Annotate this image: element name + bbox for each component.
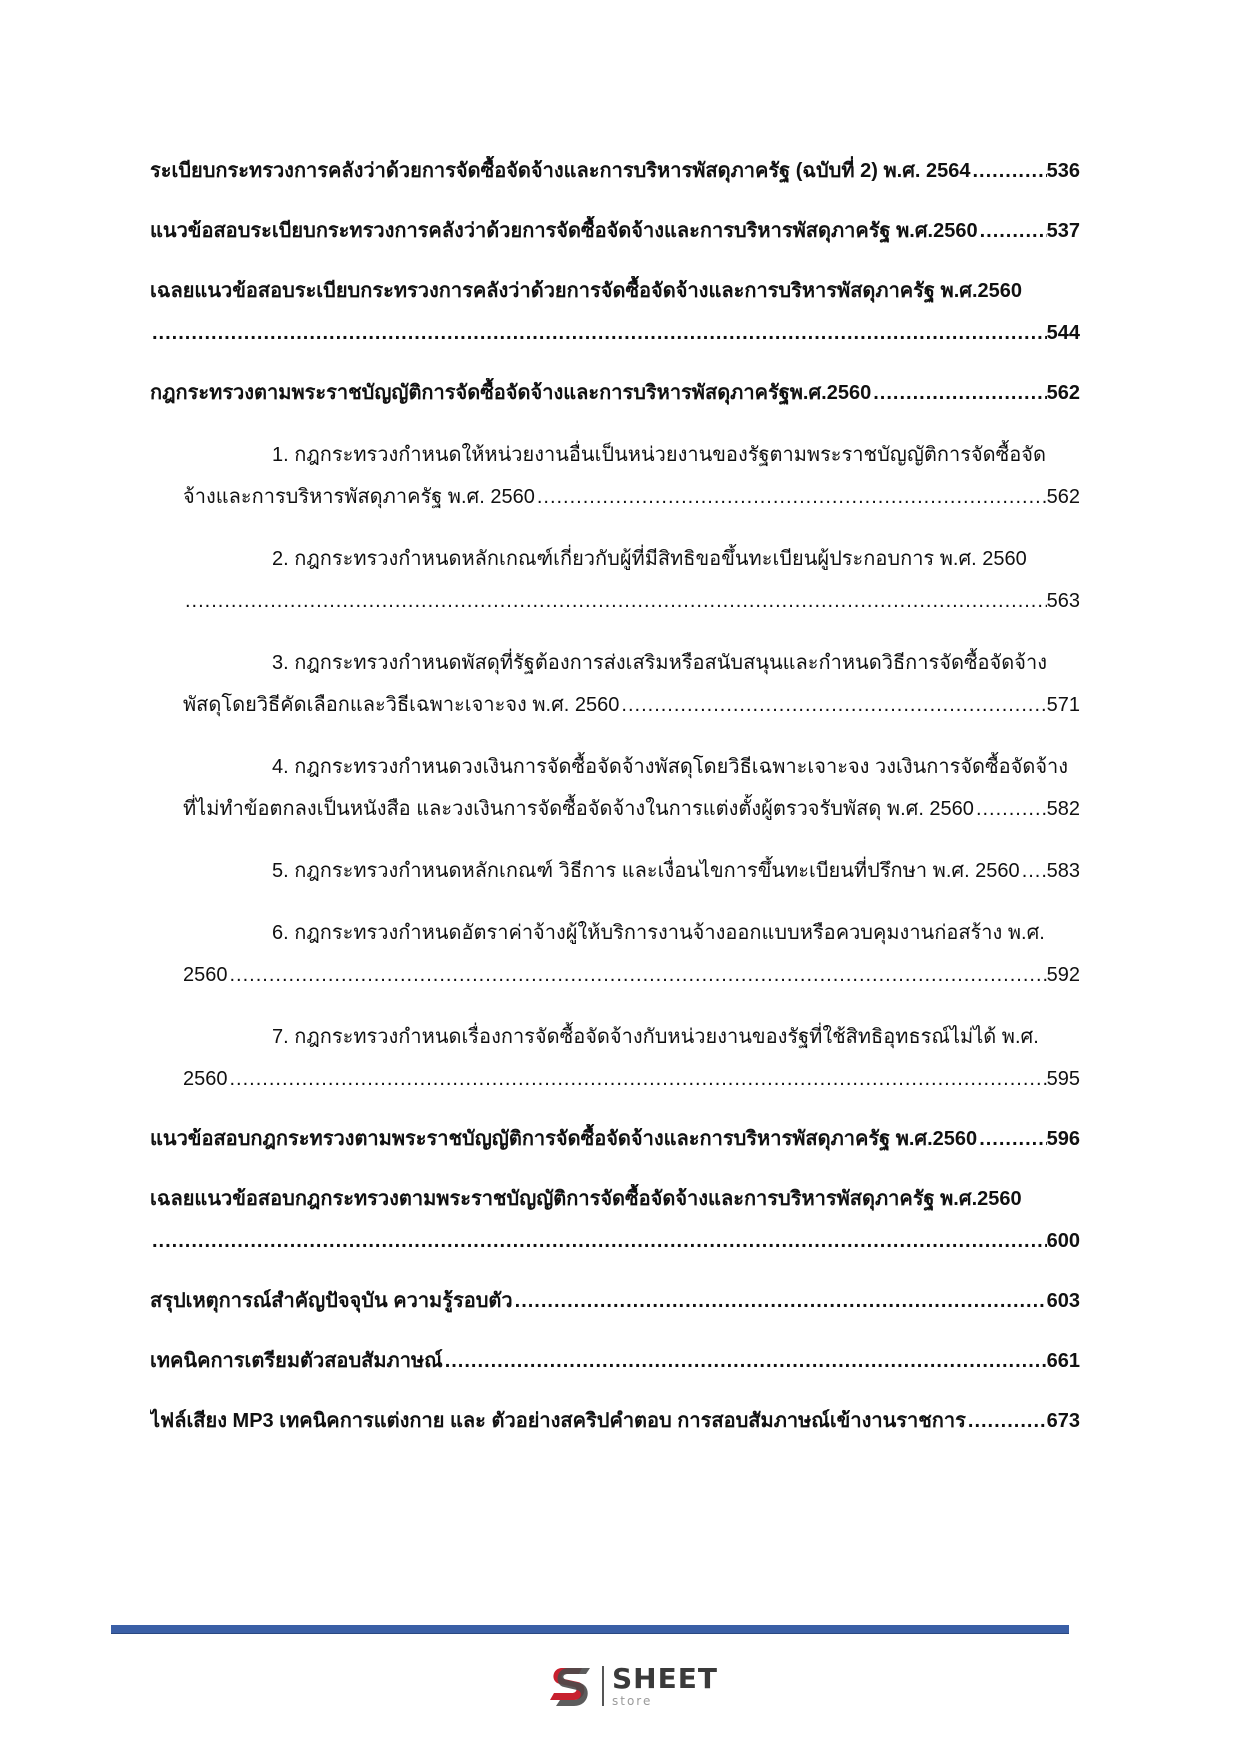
toc-entry[interactable] xyxy=(150,156,1080,186)
toc-entry-title: 1. กฎกระทรวงกำหนดให้หน่วยงานอื่นเป็นหน่วยงานของรัฐตามพระราชบัญญัติการจัดซื้อจัด xyxy=(272,444,1046,466)
toc-page-number: 563 xyxy=(1046,590,1080,612)
toc-subentry-first-line[interactable] xyxy=(272,918,1080,948)
leader-dots xyxy=(971,156,1047,186)
toc-subentry-continuation[interactable] xyxy=(183,960,1080,990)
toc-subentry-first-line[interactable] xyxy=(272,1022,1080,1052)
toc-entry[interactable] xyxy=(150,1346,1080,1376)
toc-page-number: 673 xyxy=(1046,1410,1080,1432)
toc-entry[interactable] xyxy=(150,1286,1080,1316)
leader-dots xyxy=(513,1286,1047,1316)
sheet-logo-icon xyxy=(544,1660,596,1712)
leader-dots xyxy=(183,586,1047,616)
toc-entry-title: เฉลยแนวข้อสอบกฎกระทรวงตามพระราชบัญญัติการจัดซื้อจัดจ้างและการบริหารพัสดุภาครัฐ พ.ศ.2560 xyxy=(150,1188,1022,1210)
leader-dots xyxy=(978,216,1047,246)
toc-entry-title: เทคนิคการเตรียมตัวสอบสัมภาษณ์ xyxy=(150,1350,443,1372)
toc-page-number: 537 xyxy=(1046,220,1080,242)
toc-entry-title-continued: 2560 xyxy=(183,1068,228,1090)
toc-subentry-continuation[interactable] xyxy=(183,482,1080,512)
toc-page-number: 600 xyxy=(1046,1230,1080,1252)
toc-entry[interactable] xyxy=(150,1124,1080,1154)
toc-page-number: 661 xyxy=(1046,1350,1080,1372)
logo-text: SHEET xyxy=(612,1662,718,1695)
toc-page-number: 595 xyxy=(1046,1068,1080,1090)
toc-entry-title: 6. กฎกระทรวงกำหนดอัตราค่าจ้างผู้ให้บริการงานจ้างออกแบบหรือควบคุมงานก่อสร้าง พ.ศ. xyxy=(272,922,1045,944)
logo-separator xyxy=(602,1666,604,1706)
toc-entry-title: 7. กฎกระทรวงกำหนดเรื่องการจัดซื้อจัดจ้างกับหน่วยงานของรัฐที่ใช้สิทธิอุทธรณ์ไม่ได้ พ.ศ. xyxy=(272,1026,1039,1048)
toc-entry-title: สรุปเหตุการณ์สำคัญปัจจุบัน ความรู้รอบตัว xyxy=(150,1290,513,1312)
toc-page-number: 562 xyxy=(1046,382,1080,404)
toc-page-number: 536 xyxy=(1046,160,1080,182)
leader-dots xyxy=(974,794,1047,824)
toc-subentry-first-line[interactable] xyxy=(272,440,1080,470)
leader-dots xyxy=(535,482,1047,512)
toc-entry-title: 4. กฎกระทรวงกำหนดวงเงินการจัดซื้อจัดจ้างพัสดุโดยวิธีเฉพาะเจาะจง วงเงินการจัดซื้อจัดจ้าง xyxy=(272,756,1069,778)
toc-entry[interactable] xyxy=(150,1406,1080,1436)
toc-page-number: 596 xyxy=(1046,1128,1080,1150)
leader-dots xyxy=(1020,856,1047,886)
leader-dots xyxy=(619,690,1046,720)
toc-entry-title: เฉลยแนวข้อสอบระเบียบกระทรวงการคลังว่าด้วยการจัดซื้อจัดจ้างและการบริหารพัสดุภาครัฐ พ.ศ.2560 xyxy=(150,280,1023,302)
toc-entry-title-continued: พัสดุโดยวิธีคัดเลือกและวิธีเฉพาะเจาะจง พ.ศ. 2560 xyxy=(183,694,620,716)
toc-entry-title-continued: ที่ไม่ทำข้อตกลงเป็นหนังสือ และวงเงินการจัดซื้อจัดจ้างในการแต่งตั้งผู้ตรวจรับพัสดุ พ.ศ. 2560 xyxy=(183,798,974,820)
toc-page-number: 562 xyxy=(1046,486,1080,508)
toc-page-number: 592 xyxy=(1046,964,1080,986)
toc-entry-title: 3. กฎกระทรวงกำหนดพัสดุที่รัฐต้องการส่งเสริมหรือสนับสนุนและกำหนดวิธีการจัดซื้อจัดจ้าง xyxy=(272,652,1047,674)
toc-entry-title: แนวข้อสอบระเบียบกระทรวงการคลังว่าด้วยการจัดซื้อจัดจ้างและการบริหารพัสดุภาครัฐ พ.ศ.2560 xyxy=(150,220,978,242)
toc-page-number: 582 xyxy=(1046,798,1080,820)
toc-entry-title: 5. กฎกระทรวงกำหนดหลักเกณฑ์ วิธีการ และเงื่อนไขการขึ้นทะเบียนที่ปรึกษา พ.ศ. 2560 xyxy=(272,860,1020,882)
toc-entry-title: ไฟล์เสียง MP3 เทคนิคการแต่งกาย และ ตัวอย่างสคริปคำตอบ การสอบสัมภาษณ์เข้างานราชการ xyxy=(150,1410,966,1432)
toc-subentry[interactable] xyxy=(272,856,1080,886)
leader-dots xyxy=(228,960,1047,990)
toc-entry-title: กฎกระทรวงตามพระราชบัญญัติการจัดซื้อจัดจ้างและการบริหารพัสดุภาครัฐพ.ศ.2560 xyxy=(150,382,872,404)
toc-subentry-continuation[interactable] xyxy=(183,690,1080,720)
toc-subentry-continuation[interactable] xyxy=(183,794,1080,824)
toc-subentry-continuation[interactable] xyxy=(183,586,1080,616)
sheet-store-logo xyxy=(544,1660,718,1712)
toc-entry[interactable] xyxy=(150,378,1080,408)
leader-dots xyxy=(977,1124,1046,1154)
toc-subentry-first-line[interactable] xyxy=(272,752,1080,782)
toc-subentry-first-line[interactable] xyxy=(272,648,1080,678)
toc-entry-continuation[interactable] xyxy=(150,318,1080,348)
toc-entry-continuation[interactable] xyxy=(150,1226,1080,1256)
logo-wordmark xyxy=(612,1662,718,1708)
leader-dots xyxy=(443,1346,1047,1376)
toc-page-number: 544 xyxy=(1046,322,1080,344)
leader-dots xyxy=(228,1064,1047,1094)
toc-entry-title: 2. กฎกระทรวงกำหนดหลักเกณฑ์เกี่ยวกับผู้ที่มีสิทธิขอขึ้นทะเบียนผู้ประกอบการ พ.ศ. 2560 xyxy=(272,548,1027,570)
toc-entry[interactable] xyxy=(150,216,1080,246)
toc-entry-title: ระเบียบกระทรวงการคลังว่าด้วยการจัดซื้อจัดจ้างและการบริหารพัสดุภาครัฐ (ฉบับที่ 2) พ.ศ. 2564 xyxy=(150,160,971,182)
logo-subtext: store xyxy=(612,1694,653,1708)
toc-entry-first-line[interactable] xyxy=(150,276,1080,306)
leader-dots xyxy=(150,1226,1047,1256)
toc-subentry-continuation[interactable] xyxy=(183,1064,1080,1094)
leader-dots xyxy=(150,318,1047,348)
toc-page-number: 571 xyxy=(1046,694,1080,716)
leader-dots xyxy=(871,378,1046,408)
toc-entry-first-line[interactable] xyxy=(150,1184,1080,1214)
footer-rule xyxy=(111,1625,1069,1634)
toc-entry-title: แนวข้อสอบกฎกระทรวงตามพระราชบัญญัติการจัดซื้อจัดจ้างและการบริหารพัสดุภาครัฐ พ.ศ.2560 xyxy=(150,1128,978,1150)
toc-page-number: 603 xyxy=(1046,1290,1080,1312)
toc-subentry-first-line[interactable] xyxy=(272,544,1080,574)
toc-entry-title-continued: จ้างและการบริหารพัสดุภาครัฐ พ.ศ. 2560 xyxy=(183,486,535,508)
toc-page-number: 583 xyxy=(1046,860,1080,882)
leader-dots xyxy=(966,1406,1047,1436)
toc-entry-title-continued: 2560 xyxy=(183,964,228,986)
